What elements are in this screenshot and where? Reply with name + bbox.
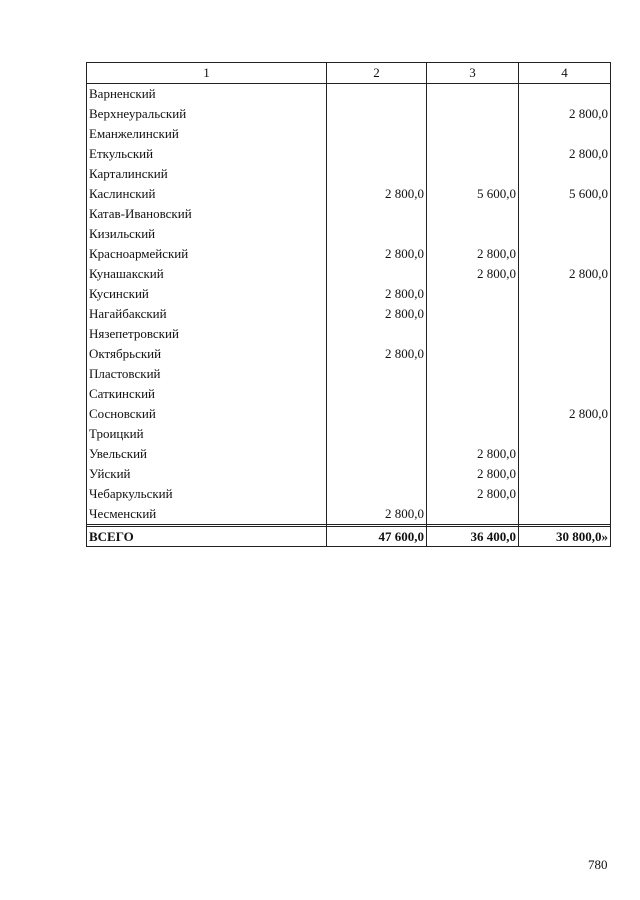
- column-2-cell: 2 800,0: [327, 304, 427, 324]
- table-body: [87, 84, 611, 525]
- column-2-cell: [327, 224, 427, 244]
- table-row: [87, 384, 611, 404]
- district-name-cell: Варненский: [87, 84, 327, 105]
- total-column-2: 47 600,0: [327, 527, 427, 547]
- column-3-cell: [427, 284, 519, 304]
- column-4-cell: 2 800,0: [519, 144, 611, 164]
- column-3-cell: [427, 324, 519, 344]
- column-4-cell: 2 800,0: [519, 404, 611, 424]
- column-2-cell: [327, 144, 427, 164]
- column-4-cell: [519, 484, 611, 504]
- table-row: [87, 324, 611, 344]
- district-name-cell: Пластовский: [87, 364, 327, 384]
- column-4-cell: 2 800,0: [519, 104, 611, 124]
- district-name-cell: Сосновский: [87, 404, 327, 424]
- header-row: [87, 63, 611, 84]
- column-3-cell: [427, 144, 519, 164]
- table-row: [87, 444, 611, 464]
- district-name-cell: Кизильский: [87, 224, 327, 244]
- column-2-cell: [327, 104, 427, 124]
- column-2-cell: [327, 324, 427, 344]
- column-3-cell: 2 800,0: [427, 444, 519, 464]
- column-2-cell: [327, 364, 427, 384]
- column-4-cell: [519, 224, 611, 244]
- district-name-cell: Кусинский: [87, 284, 327, 304]
- column-3-cell: [427, 124, 519, 144]
- column-2-cell: 2 800,0: [327, 504, 427, 525]
- column-3-cell: [427, 424, 519, 444]
- table-row: [87, 464, 611, 484]
- column-4-cell: [519, 284, 611, 304]
- total-label: ВСЕГО: [87, 527, 327, 547]
- column-3-cell: [427, 164, 519, 184]
- column-4-cell: [519, 304, 611, 324]
- table-row: [87, 424, 611, 444]
- column-3-cell: [427, 404, 519, 424]
- district-name-cell: Еткульский: [87, 144, 327, 164]
- district-name-cell: Каслинский: [87, 184, 327, 204]
- table-row: [87, 104, 611, 124]
- column-4-cell: 2 800,0: [519, 264, 611, 284]
- table-row: [87, 164, 611, 184]
- column-2-cell: [327, 384, 427, 404]
- district-name-cell: Еманжелинский: [87, 124, 327, 144]
- district-name-cell: Уйский: [87, 464, 327, 484]
- column-2-cell: [327, 264, 427, 284]
- column-3-cell: 5 600,0: [427, 184, 519, 204]
- column-2-cell: [327, 164, 427, 184]
- column-4-cell: [519, 204, 611, 224]
- column-header-3: 3: [427, 63, 519, 84]
- column-4-cell: [519, 384, 611, 404]
- table-row: [87, 364, 611, 384]
- column-4-cell: [519, 424, 611, 444]
- total-column-4: 30 800,0»: [519, 527, 611, 547]
- column-2-cell: [327, 404, 427, 424]
- column-3-cell: [427, 304, 519, 324]
- district-name-cell: Саткинский: [87, 384, 327, 404]
- district-name-cell: Увельский: [87, 444, 327, 464]
- table-row: [87, 504, 611, 525]
- column-3-cell: 2 800,0: [427, 244, 519, 264]
- district-name-cell: Троицкий: [87, 424, 327, 444]
- district-name-cell: Кунашакский: [87, 264, 327, 284]
- column-4-cell: [519, 464, 611, 484]
- column-header-4: 4: [519, 63, 611, 84]
- column-3-cell: [427, 384, 519, 404]
- district-name-cell: Красноармейский: [87, 244, 327, 264]
- column-4-cell: [519, 164, 611, 184]
- table-row: [87, 264, 611, 284]
- total-row: [87, 527, 611, 547]
- table-row: [87, 224, 611, 244]
- column-3-cell: 2 800,0: [427, 484, 519, 504]
- column-3-cell: [427, 504, 519, 525]
- column-header-1: 1: [87, 63, 327, 84]
- table-row: [87, 184, 611, 204]
- column-3-cell: 2 800,0: [427, 464, 519, 484]
- district-name-cell: Чебаркульский: [87, 484, 327, 504]
- column-3-cell: [427, 364, 519, 384]
- table-row: [87, 144, 611, 164]
- column-2-cell: [327, 424, 427, 444]
- district-name-cell: Катав-Ивановский: [87, 204, 327, 224]
- table-row: [87, 484, 611, 504]
- table-row: [87, 84, 611, 105]
- column-2-cell: 2 800,0: [327, 284, 427, 304]
- district-name-cell: Нязепетровский: [87, 324, 327, 344]
- column-3-cell: [427, 104, 519, 124]
- column-4-cell: [519, 124, 611, 144]
- column-3-cell: 2 800,0: [427, 264, 519, 284]
- table-row: [87, 404, 611, 424]
- data-table: [86, 62, 611, 547]
- column-2-cell: [327, 444, 427, 464]
- column-3-cell: [427, 84, 519, 105]
- column-2-cell: [327, 124, 427, 144]
- table-row: [87, 124, 611, 144]
- district-name-cell: Верхнеуральский: [87, 104, 327, 124]
- column-3-cell: [427, 204, 519, 224]
- column-4-cell: [519, 244, 611, 264]
- table-row: [87, 244, 611, 264]
- column-4-cell: 5 600,0: [519, 184, 611, 204]
- table-row: [87, 204, 611, 224]
- district-name-cell: Нагайбакский: [87, 304, 327, 324]
- column-header-2: 2: [327, 63, 427, 84]
- table-row: [87, 344, 611, 364]
- table-row: [87, 284, 611, 304]
- table-row: [87, 304, 611, 324]
- column-4-cell: [519, 84, 611, 105]
- column-2-cell: [327, 484, 427, 504]
- column-2-cell: 2 800,0: [327, 184, 427, 204]
- column-4-cell: [519, 364, 611, 384]
- column-2-cell: [327, 84, 427, 105]
- column-3-cell: [427, 344, 519, 364]
- column-4-cell: [519, 344, 611, 364]
- district-name-cell: Чесменский: [87, 504, 327, 525]
- table-footer: [87, 525, 611, 547]
- table-header: [87, 63, 611, 84]
- column-2-cell: 2 800,0: [327, 344, 427, 364]
- district-name-cell: Октябрьский: [87, 344, 327, 364]
- column-2-cell: [327, 464, 427, 484]
- district-name-cell: Карталинский: [87, 164, 327, 184]
- column-4-cell: [519, 324, 611, 344]
- column-2-cell: 2 800,0: [327, 244, 427, 264]
- page-number: 780: [588, 857, 608, 872]
- column-4-cell: [519, 444, 611, 464]
- total-column-3: 36 400,0: [427, 527, 519, 547]
- column-2-cell: [327, 204, 427, 224]
- column-3-cell: [427, 224, 519, 244]
- column-4-cell: [519, 504, 611, 525]
